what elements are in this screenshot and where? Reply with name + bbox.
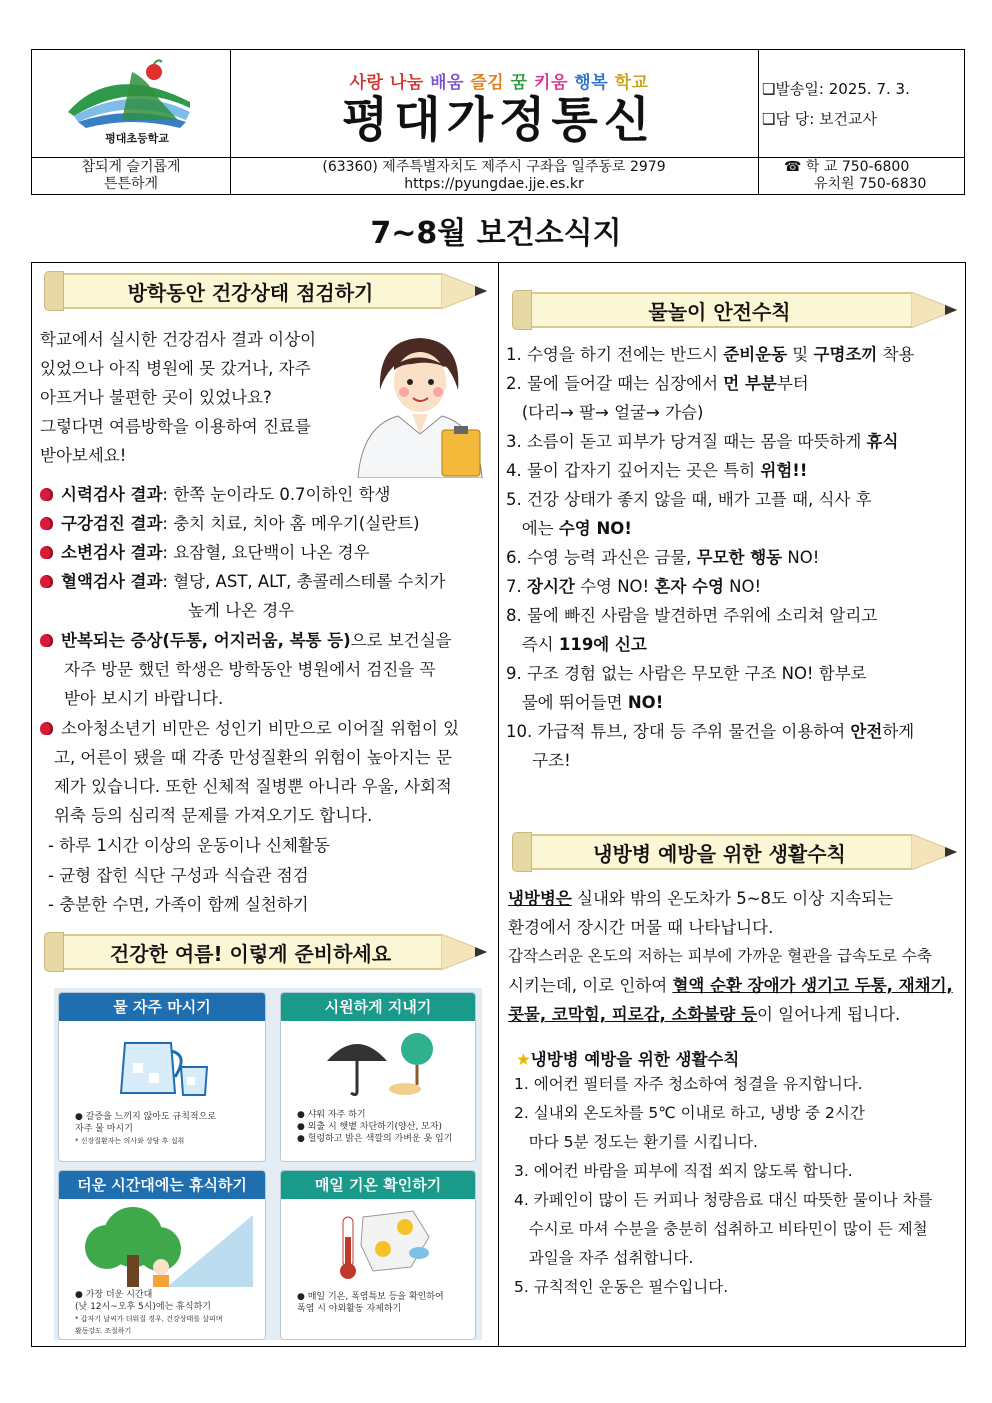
- manager: ❑담 당: 보건교사: [762, 110, 877, 128]
- rule-2-cont: (다리→ 팔→ 얼굴→ 가슴): [506, 403, 704, 422]
- page-title: 7~8월 보건소식지: [370, 216, 622, 251]
- rule-10-cont: 구조!: [506, 751, 571, 770]
- school-name: 평대초등학교: [105, 132, 169, 145]
- school-logo: [62, 58, 202, 150]
- rule-7: 7. 장시간 수영 NO! 혼자 수영 NO!: [506, 577, 762, 596]
- section-banner-cooling-sickness: 냉방병 예방을 위한 생활수칙: [512, 830, 957, 874]
- prevention-list: 1. 에어컨 필터를 자주 청소하여 청결을 유지합니다. 2. 실내외 온도차를 5℃ 이내로 하고, 냉방 중 2시간 마다 5분 정도는 환기를 시킵니다. 3. 에어컨 바람을 피부에 직접 쐬지 않도록 합니다. 4. 카페인이 많이 든 커피나 청량음료 대신 따뜻한 물이나 차를 수시로 마셔 수분을 충분히 섭취하고 비타민이 많이 든 제철 과일을 자주 섭취합니다. 5. 규칙적인 운동은 필수입니다.: [514, 1075, 933, 1296]
- card-stay-cool: 시원하게 지내기 ● 샤워 자주 하기 ● 외출 시 햇볕 차단하기(양산, 모자) ● 헐렁하고 밝은 색깔의 가벼운 옷 입기: [280, 992, 476, 1162]
- card-drink-water: 물 자주 마시기 ● 갈증을 느끼지 않아도 규칙적으로 자주 물 마시기 * 신장질환자는 의사와 상담 후 섭취: [58, 992, 266, 1162]
- check-blood: 혈액검사 결과: 혈당, AST, ALT, 총콜레스테롤 수치가: [40, 567, 445, 596]
- rule-5: 5. 건강 상태가 좋지 않을 때, 배가 고플 때, 식사 후: [506, 490, 872, 509]
- rule-6: 6. 수영 능력 과신은 금물, 무모한 행동 NO!: [506, 548, 820, 567]
- phone-kinder: 유치원 750-6830: [814, 176, 927, 192]
- repeat-line2: 자주 방문 했던 학생은 방학동안 병원에서 검진을 꼭: [64, 660, 436, 679]
- check-dental: 구강검진 결과: 충치 치료, 치아 홈 메우기(실란트): [40, 509, 420, 538]
- check-vision: 시력검사 결과: 한쪽 눈이라도 0.7이하인 학생: [40, 480, 391, 509]
- section-banner-health-check: 방학동안 건강상태 점검하기: [44, 269, 487, 313]
- prevention-subtitle: ★냉방병 예방을 위한 생활수칙: [516, 1050, 740, 1069]
- tip-exercise: - 하루 1시간 이상의 운동이나 신체활동: [48, 836, 330, 855]
- water-pitcher-icon: [115, 1033, 211, 1099]
- nurse-illustration: [350, 330, 488, 478]
- section-banner-summer: 건강한 여름! 이렇게 준비하세요: [44, 930, 487, 974]
- check-blood-cont: 높게 나온 경우: [188, 601, 295, 620]
- phone-school: ☎ 학 교 750-6800: [784, 159, 910, 175]
- newsletter-title: 평대가정통신: [341, 92, 657, 148]
- column-divider: [498, 262, 499, 1347]
- header-table: [31, 49, 965, 195]
- school-address: (63360) 제주특별자치도 제주시 구좌읍 일주동로 2979: [322, 159, 666, 175]
- school-motto: 사랑 나눔 배움 즐김 꿈 키움 행복 학교: [349, 73, 649, 93]
- rule-4: 4. 물이 갑자기 깊어지는 곳은 특히 위험!!: [506, 461, 808, 480]
- school-website[interactable]: https://pyungdae.jje.es.kr: [404, 176, 584, 192]
- repeat-line3: 받아 보시기 바랍니다.: [64, 689, 224, 708]
- water-safety-rules: [506, 340, 958, 775]
- rule-8: 8. 물에 빠진 사람을 발견하면 주위에 소리쳐 알리고: [506, 606, 878, 625]
- tip-diet: - 균형 잡힌 식단 구성과 식습관 점검: [48, 866, 309, 885]
- rule-2: 2. 물에 들어갈 때는 심장에서 먼 부분부터: [506, 374, 809, 393]
- obesity-line3: 제가 있습니다. 또한 신체적 질병뿐 아니라 우울, 사회적: [54, 777, 452, 796]
- repeat-symptoms: 반복되는 증상(두통, 어지러움, 복통 등)으로 보건실을: [40, 626, 452, 655]
- rule-1: 1. 수영을 하기 전에는 반드시 준비운동 및 구명조끼 착용: [506, 345, 915, 364]
- obesity-line2: 고, 어른이 됐을 때 각종 만성질환의 위험이 높아지는 문: [54, 748, 452, 767]
- cooling-sickness-desc: 냉방병은 실내와 밖의 온도차가 5~8도 이상 지속되는 환경에서 장시간 머물 때 나타납니다. 갑작스러운 온도의 저하는 피부에 가까운 혈관을 급속도로 수축 시키는데, 이로 인하여 혈액 순환 장애가 생기고 두통, 재채기, 콧물, 코막힘, 피로감, 소화불량 등이 일어나게 됩니다.: [508, 889, 953, 1024]
- thermometer-map-icon: [333, 1207, 433, 1287]
- obesity-line1: 소아청소년기 비만은 성인기 비만으로 이어질 위험이 있: [40, 714, 459, 743]
- rule-9-cont: 물에 뛰어들면 NO!: [506, 693, 664, 712]
- issue-date: ❑발송일: 2025. 7. 3.: [762, 80, 910, 98]
- section-banner-water-safety: 물놀이 안전수칙: [512, 288, 957, 332]
- slogan-line1: 참되게 슬기롭게: [81, 159, 181, 175]
- umbrella-fan-icon: [321, 1031, 441, 1101]
- rule-8-cont: 즉시 119에 신고: [506, 635, 647, 654]
- check-urine: 소변검사 결과: 요잠혈, 요단백이 나온 경우: [40, 538, 370, 567]
- health-intro: 학교에서 실시한 건강검사 결과 이상이 있었으나 아직 병원에 못 갔거나, 자주 아프거나 불편한 곳이 있었나요? 그렇다면 여름방학을 이용하여 진료를 받아보세요!: [40, 330, 317, 465]
- rule-3: 3. 소름이 돋고 피부가 당겨질 때는 몸을 따뜻하게 휴식: [506, 432, 899, 451]
- star-icon: ★: [516, 1050, 531, 1069]
- tip-sleep: - 충분한 수면, 가족이 함께 실천하기: [48, 895, 309, 914]
- tree-shade-icon: [67, 1203, 253, 1287]
- card-check-temp: 매일 기온 확인하기 ● 매일 기온, 폭염특보 등을 확인하여 폭염 시 야외활동 자제하기: [280, 1170, 476, 1340]
- card-rest: 더운 시간대에는 휴식하기 ● 가장 더운 시간대 (낮 12시~오후 5시)에는 휴식하기 * 갑자기 날씨가 더워질 경우, 건강상태를 살피며 활동강도 조절하기: [58, 1170, 266, 1340]
- obesity-line4: 위축 등의 심리적 문제를 가져오기도 합니다.: [54, 806, 373, 825]
- rule-9: 9. 구조 경험 없는 사람은 무모한 구조 NO! 함부로: [506, 664, 867, 683]
- slogan-line2: 튼튼하게: [103, 176, 159, 192]
- rule-5-cont: 에는 수영 NO!: [506, 519, 632, 538]
- rule-10: 10. 가급적 튜브, 장대 등 주위 물건을 이용하여 안전하게: [506, 722, 915, 741]
